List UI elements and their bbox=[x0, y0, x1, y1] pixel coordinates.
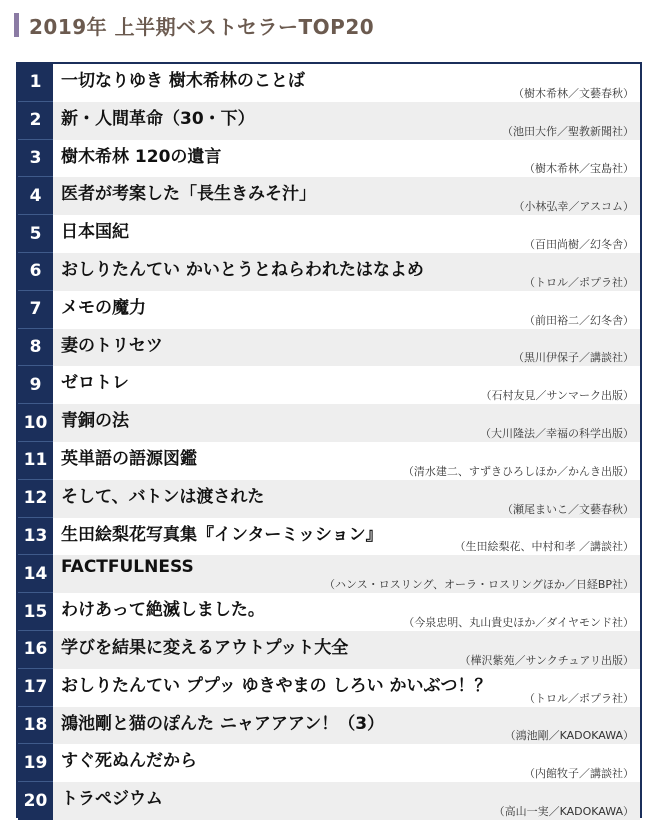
book-entry bbox=[53, 291, 640, 329]
page-header bbox=[14, 12, 374, 38]
book-author-publisher: （今泉忠明、丸山貴史ほか／ダイヤモンド社） bbox=[403, 615, 634, 629]
rank-number: 20 bbox=[18, 782, 53, 820]
ranking-row bbox=[18, 707, 640, 745]
book-entry bbox=[53, 177, 640, 215]
book-title: 学びを結果に変えるアウトプット大全 bbox=[61, 637, 349, 658]
ranking-row bbox=[18, 177, 640, 215]
rank-number: 1 bbox=[18, 64, 53, 102]
ranking-row bbox=[18, 215, 640, 253]
book-title: トラペジウム bbox=[61, 789, 163, 810]
bestseller-ranking-list bbox=[16, 62, 642, 818]
book-author-publisher: （鴻池剛／KADOKAWA） bbox=[504, 729, 634, 743]
book-entry bbox=[53, 707, 640, 745]
ranking-row bbox=[18, 593, 640, 631]
page-title: 2019年 上半期ベストセラーTOP20 bbox=[29, 14, 375, 39]
book-title: メモの魔力 bbox=[61, 297, 146, 318]
ranking-row bbox=[18, 555, 640, 593]
book-entry bbox=[53, 593, 640, 631]
ranking-row bbox=[18, 631, 640, 669]
book-author-publisher: （池田大作／聖教新聞社） bbox=[502, 124, 634, 138]
book-author-publisher: （前田裕二／幻冬舎） bbox=[524, 313, 634, 327]
book-entry bbox=[53, 215, 640, 253]
book-entry bbox=[53, 140, 640, 178]
book-author-publisher: （清水建二、すずきひろしほか／かんき出版） bbox=[402, 464, 634, 478]
book-author-publisher: （大川隆法／幸福の科学出版） bbox=[480, 426, 634, 440]
book-entry bbox=[53, 253, 640, 291]
ranking-row bbox=[18, 744, 640, 782]
rank-number: 13 bbox=[18, 518, 53, 556]
rank-number: 17 bbox=[18, 669, 53, 707]
book-entry bbox=[53, 64, 640, 102]
book-title: 新・人間革命（30・下） bbox=[61, 108, 255, 129]
book-entry bbox=[53, 669, 640, 707]
rank-number: 12 bbox=[18, 480, 53, 518]
ranking-row bbox=[18, 518, 640, 556]
book-title: 医者が考案した「長生きみそ汁」 bbox=[61, 184, 316, 205]
ranking-row bbox=[18, 782, 640, 820]
book-entry bbox=[53, 404, 640, 442]
book-author-publisher: （トロル／ポプラ社） bbox=[524, 691, 634, 705]
book-title: 英単語の語源図鑑 bbox=[61, 448, 197, 469]
book-entry bbox=[53, 102, 640, 140]
book-title: FACTFULNESS bbox=[61, 557, 194, 578]
rank-number: 9 bbox=[18, 366, 53, 404]
book-title: わけあって絶滅しました。 bbox=[61, 600, 265, 621]
ranking-row bbox=[18, 404, 640, 442]
ranking-row bbox=[18, 291, 640, 329]
book-title: ゼロトレ bbox=[61, 373, 129, 394]
rank-number: 5 bbox=[18, 215, 53, 253]
book-title: 日本国紀 bbox=[61, 222, 129, 243]
book-entry bbox=[53, 442, 640, 480]
rank-number: 8 bbox=[18, 329, 53, 367]
ranking-row bbox=[18, 442, 640, 480]
book-author-publisher: （生田絵梨花、中村和孝 ／講談社） bbox=[454, 540, 634, 554]
book-author-publisher: （トロル／ポプラ社） bbox=[524, 275, 634, 289]
rank-number: 11 bbox=[18, 442, 53, 480]
book-author-publisher: （樹木希林／宝島社） bbox=[524, 162, 634, 176]
book-title: 樹木希林 120の遺言 bbox=[61, 146, 222, 167]
book-title: おしりたんてい かいとうとねらわれたはなよめ bbox=[61, 259, 424, 280]
book-entry bbox=[53, 555, 640, 593]
book-author-publisher: （石村友見／サンマーク出版） bbox=[480, 389, 634, 403]
rank-number: 16 bbox=[18, 631, 53, 669]
ranking-row bbox=[18, 64, 640, 102]
rank-number: 14 bbox=[18, 555, 53, 593]
book-title: 鴻池剛と猫のぽんた ニャアアアン！（3） bbox=[61, 713, 385, 734]
rank-number: 19 bbox=[18, 744, 53, 782]
book-author-publisher: （黒川伊保子／講談社） bbox=[513, 351, 634, 365]
ranking-row bbox=[18, 253, 640, 291]
rank-number: 2 bbox=[18, 102, 53, 140]
book-author-publisher: （百田尚樹／幻冬舎） bbox=[524, 237, 634, 251]
title-accent-bar bbox=[14, 13, 19, 37]
book-author-publisher: （瀬尾まいこ／文藝春秋） bbox=[502, 502, 634, 516]
ranking-row bbox=[18, 329, 640, 367]
ranking-row bbox=[18, 102, 640, 140]
book-title: 妻のトリセツ bbox=[61, 335, 163, 356]
book-author-publisher: （小林弘幸／アスコム） bbox=[513, 200, 634, 214]
book-author-publisher: （樺沢紫苑／サンクチュアリ出版） bbox=[459, 653, 634, 667]
book-entry bbox=[53, 366, 640, 404]
rank-number: 15 bbox=[18, 593, 53, 631]
book-title: そして、バトンは渡された bbox=[61, 486, 265, 507]
book-title: おしりたんてい ププッ ゆきやまの しろい かいぶつ！？ bbox=[61, 675, 492, 696]
ranking-row bbox=[18, 669, 640, 707]
ranking-row bbox=[18, 140, 640, 178]
book-entry bbox=[53, 744, 640, 782]
book-title: 青銅の法 bbox=[61, 411, 129, 432]
ranking-row bbox=[18, 480, 640, 518]
book-author-publisher: （高山一実／KADOKAWA） bbox=[493, 804, 634, 818]
book-entry bbox=[53, 631, 640, 669]
rank-number: 7 bbox=[18, 291, 53, 329]
book-author-publisher: （樹木希林／文藝春秋） bbox=[513, 86, 634, 100]
book-author-publisher: （内館牧子／講談社） bbox=[524, 767, 634, 781]
book-author-publisher: （ハンス・ロスリング、オーラ・ロスリングほか／日経BP社） bbox=[324, 578, 634, 592]
book-title: すぐ死ぬんだから bbox=[61, 751, 197, 772]
rank-number: 6 bbox=[18, 253, 53, 291]
rank-number: 3 bbox=[18, 140, 53, 178]
book-entry bbox=[53, 480, 640, 518]
book-entry bbox=[53, 782, 640, 820]
book-entry bbox=[53, 518, 640, 556]
ranking-row bbox=[18, 366, 640, 404]
book-title: 生田絵梨花写真集『インターミッション』 bbox=[61, 524, 383, 545]
rank-number: 4 bbox=[18, 177, 53, 215]
rank-number: 18 bbox=[18, 707, 53, 745]
book-entry bbox=[53, 329, 640, 367]
rank-number: 10 bbox=[18, 404, 53, 442]
book-title: 一切なりゆき 樹木希林のことば bbox=[61, 71, 305, 91]
